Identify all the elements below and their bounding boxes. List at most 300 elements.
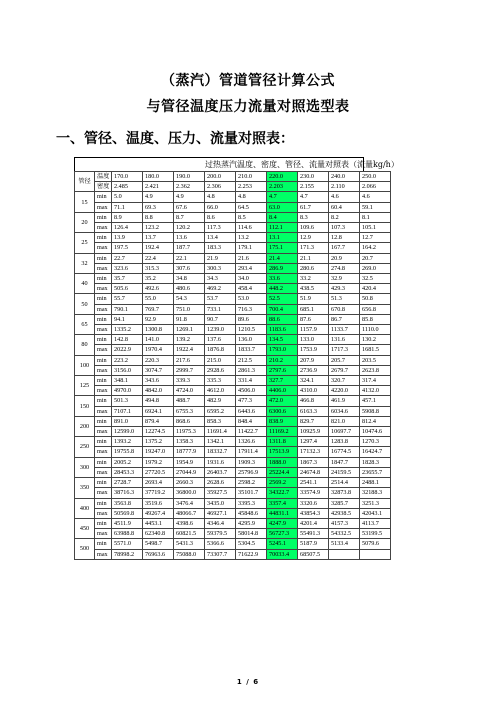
flow-cell: 1375.2 (143, 437, 174, 447)
flow-cell: 53199.5 (360, 529, 391, 539)
document-title-line-1: （蒸汽）管道管径计算公式 (161, 73, 335, 89)
flow-cell: 192.4 (143, 243, 174, 253)
temperature-cell: 180.0 (143, 172, 174, 182)
table-row-dn-125-max (75, 386, 391, 396)
flow-cell: 733.1 (205, 304, 236, 314)
flow-cell: 16424.7 (360, 447, 391, 457)
flow-cell: 4.9 (143, 192, 174, 202)
flow-cell: 4.7 (298, 192, 329, 202)
flow-cell: 63.0 (267, 202, 298, 212)
flow-cell: 879.4 (143, 416, 174, 426)
flow-cell: 66.0 (205, 202, 236, 212)
flow-cell: 5571.0 (112, 539, 143, 549)
flow-cell: 42938.5 (329, 508, 360, 518)
flow-cell: 27720.5 (143, 467, 174, 477)
density-cell: 2.110 (329, 182, 360, 192)
flow-cell: 210.2 (267, 355, 298, 365)
flow-cell: 17911.4 (236, 447, 267, 457)
flow-cell: 48066.7 (174, 508, 205, 518)
flow-cell: 1979.2 (143, 457, 174, 467)
flow-cell: 53.0 (236, 294, 267, 304)
table-row-dn-150-max (75, 406, 391, 416)
pipe-size-cell: 15 (75, 192, 95, 212)
flow-cell: 4398.6 (174, 518, 205, 528)
flow-cell: 300.3 (205, 263, 236, 273)
flow-cell: 17132.3 (298, 447, 329, 457)
flow-cell: 700.4 (267, 304, 298, 314)
flow-cell: 33.2 (298, 274, 329, 284)
row-type-label: max (95, 406, 112, 416)
flow-cell: 62340.8 (143, 529, 174, 539)
flow-cell: 22.1 (174, 253, 205, 263)
table-row-dn-15-min (75, 192, 391, 202)
row-type-label: max (95, 488, 112, 498)
flow-cell: 36800.0 (174, 488, 205, 498)
flow-cell: 1300.8 (143, 325, 174, 335)
temperature-cell: 210.0 (236, 172, 267, 182)
flow-cell: 12.8 (329, 233, 360, 243)
row-type-label: max (95, 365, 112, 375)
flow-cell: 112.1 (267, 223, 298, 233)
flow-cell: 78998.2 (112, 549, 143, 559)
flow-cell: 56727.3 (267, 529, 298, 539)
row-type-label: min (95, 498, 112, 508)
row-type-label: max (95, 263, 112, 273)
flow-cell: 1133.7 (329, 325, 360, 335)
pipe-size-cell: 350 (75, 478, 95, 498)
flow-cell: 8.5 (236, 212, 267, 222)
flow-cell: 812.4 (360, 416, 391, 426)
flow-cell: 73307.7 (205, 549, 236, 559)
flow-cell: 2541.1 (298, 478, 329, 488)
table-row-dn-32-min (75, 253, 391, 263)
flow-cell: 12.7 (360, 233, 391, 243)
flow-cell: 2679.7 (329, 365, 360, 375)
flow-cell: 2005.2 (112, 457, 143, 467)
flow-cell: 38716.3 (112, 488, 143, 498)
flow-cell: 11691.4 (205, 427, 236, 437)
flow-cell: 164.2 (360, 243, 391, 253)
flow-cell: 13.4 (205, 233, 236, 243)
temperature-cell: 200.0 (205, 172, 236, 182)
flow-cell: 44831.1 (267, 508, 298, 518)
flow-cell: 23655.7 (360, 467, 391, 477)
flow-cell: 6443.6 (236, 406, 267, 416)
flow-cell: 10474.6 (360, 427, 391, 437)
flow-cell: 3476.4 (174, 498, 205, 508)
flow-cell: 59.1 (360, 202, 391, 212)
flow-cell: 3563.8 (112, 498, 143, 508)
section-heading: 一、管径、温度、压力、流量对照表： (56, 131, 294, 147)
row-type-label: min (95, 518, 112, 528)
flow-cell: 469.2 (205, 284, 236, 294)
pipe-size-cell: 50 (75, 294, 95, 314)
row-type-label: min (95, 355, 112, 365)
flow-cell: 280.6 (298, 263, 329, 273)
flow-cell: 4.6 (360, 192, 391, 202)
flow-cell: 52.5 (267, 294, 298, 304)
flow-cell: 4220.0 (329, 386, 360, 396)
flow-cell: 85.8 (360, 314, 391, 324)
row-type-label: min (95, 314, 112, 324)
flow-cell: 76963.6 (143, 549, 174, 559)
flow-cell: 8.9 (112, 212, 143, 222)
flow-cell: 4346.4 (205, 518, 236, 528)
flow-cell: 27044.9 (174, 467, 205, 477)
pipe-size-cell: 500 (75, 539, 95, 559)
flow-cell: 20.9 (329, 253, 360, 263)
flow-cell: 1283.8 (329, 437, 360, 447)
flow-cell: 1847.7 (329, 457, 360, 467)
flow-cell: 26403.7 (205, 467, 236, 477)
flow-cell: 5133.4 (329, 539, 360, 549)
flow-cell: 21.1 (298, 253, 329, 263)
pipe-size-cell: 150 (75, 396, 95, 416)
flow-cell: 5079.6 (360, 539, 391, 549)
flow-cell: 32.5 (360, 274, 391, 284)
flow-cell: 13.6 (174, 233, 205, 243)
flow-cell: 317.4 (360, 376, 391, 386)
flow-cell: 19755.8 (112, 447, 143, 457)
flow-cell: 821.0 (329, 416, 360, 426)
row-type-label: max (95, 467, 112, 477)
row-type-label: max (95, 447, 112, 457)
flow-cell: 203.5 (360, 355, 391, 365)
flow-cell: 429.3 (329, 284, 360, 294)
flow-cell: 3156.0 (112, 365, 143, 375)
flow-cell: 13.1 (267, 233, 298, 243)
flow-cell: 1681.5 (360, 345, 391, 355)
flow-cell: 293.4 (236, 263, 267, 273)
table-row-dn-250-max (75, 447, 391, 457)
flow-cell: 134.5 (267, 335, 298, 345)
flow-cell: 4511.9 (112, 518, 143, 528)
flow-cell: 11422.7 (236, 427, 267, 437)
flow-cell: 4.8 (236, 192, 267, 202)
flow-cell: 480.6 (174, 284, 205, 294)
flow-cell: 33.6 (267, 274, 298, 284)
flow-cell: 6300.6 (267, 406, 298, 416)
flow-cell: 50569.8 (112, 508, 143, 518)
flow-cell: 34322.7 (267, 488, 298, 498)
flow-cell: 3320.6 (298, 498, 329, 508)
temperature-label: 温度 (95, 172, 112, 182)
flow-cell: 1867.3 (298, 457, 329, 467)
flow-cell: 87.6 (298, 314, 329, 324)
flow-cell: 320.7 (329, 376, 360, 386)
flow-cell: 4506.0 (236, 386, 267, 396)
flow-cell: 656.8 (360, 304, 391, 314)
flow-cell: 1210.5 (236, 325, 267, 335)
flow-cell: 324.1 (298, 376, 329, 386)
flow-cell: 17513.9 (267, 447, 298, 457)
flow-cell: 5.0 (112, 192, 143, 202)
flow-cell: 16774.5 (329, 447, 360, 457)
flow-cell: 58014.8 (236, 529, 267, 539)
flow-cell: 42043.1 (360, 508, 391, 518)
flow-cell: 1393.2 (112, 437, 143, 447)
flow-cell: 1888.0 (267, 457, 298, 467)
flow-cell: 68507.5 (298, 549, 329, 559)
flow-cell: 10925.9 (298, 427, 329, 437)
row-type-label: min (95, 335, 112, 345)
flow-cell: 8.1 (360, 212, 391, 222)
flow-cell: 28453.3 (112, 467, 143, 477)
table-caption-box (74, 157, 399, 171)
pipe-size-cell: 450 (75, 518, 95, 538)
flow-cell: 46927.1 (205, 508, 236, 518)
flow-cell: 43854.3 (298, 508, 329, 518)
row-type-label: max (95, 223, 112, 233)
flow-cell: 2598.2 (236, 478, 267, 488)
flow-cell: 92.9 (143, 314, 174, 324)
flow-cell: 61.7 (298, 202, 329, 212)
temperature-cell: 250.0 (360, 172, 391, 182)
flow-cell: 6595.2 (205, 406, 236, 416)
flow-cell: 1270.3 (360, 437, 391, 447)
flow-cell: 3435.0 (205, 498, 236, 508)
flow-cell: 8.3 (298, 212, 329, 222)
flow-cell: 136.0 (236, 335, 267, 345)
flow-cell: 89.6 (236, 314, 267, 324)
flow-cell: 2488.1 (360, 478, 391, 488)
table-row-dn-25-max (75, 243, 391, 253)
row-type-label: max (95, 529, 112, 539)
flow-cell: 438.5 (298, 284, 329, 294)
row-type-label: min (95, 376, 112, 386)
row-type-label: min (95, 539, 112, 549)
flow-cell: 22.4 (143, 253, 174, 263)
flow-cell: 179.1 (236, 243, 267, 253)
flow-cell: 2022.9 (112, 345, 143, 355)
flow-cell: 32.9 (329, 274, 360, 284)
row-type-label: max (95, 284, 112, 294)
row-type-label: min (95, 478, 112, 488)
flow-cell: 109.6 (298, 223, 329, 233)
flow-cell: 5431.3 (174, 539, 205, 549)
flow-cell: 466.8 (298, 396, 329, 406)
flow-cell: 86.7 (329, 314, 360, 324)
row-type-label: min (95, 457, 112, 467)
flow-cell: 34.0 (236, 274, 267, 284)
table-row-dn-200-max (75, 427, 391, 437)
flow-cell: 6034.6 (329, 406, 360, 416)
table-row-dn-150-min (75, 396, 391, 406)
flow-cell: 5245.1 (267, 539, 298, 549)
flow-cell: 331.4 (236, 376, 267, 386)
flow-cell: 59379.5 (205, 529, 236, 539)
flow-cell: 1297.4 (298, 437, 329, 447)
flow-cell: 488.7 (174, 396, 205, 406)
pipe-size-cell: 32 (75, 253, 95, 273)
flow-cell: 1828.3 (360, 457, 391, 467)
flow-cell: 63988.8 (112, 529, 143, 539)
row-type-label: min (95, 437, 112, 447)
flow-cell: 1239.0 (205, 325, 236, 335)
flow-cell: 139.2 (174, 335, 205, 345)
flow-cell: 8.2 (329, 212, 360, 222)
row-type-label: min (95, 274, 112, 284)
pipe-size-cell: 65 (75, 314, 95, 334)
flow-cell: 838.9 (267, 416, 298, 426)
table-row-dn-500-max (75, 549, 391, 559)
flow-cell: 217.6 (174, 355, 205, 365)
flow-cell: 4970.0 (112, 386, 143, 396)
density-cell: 2.253 (236, 182, 267, 192)
table-row-dn-400-max (75, 508, 391, 518)
flow-cell: 1183.6 (267, 325, 298, 335)
flow-cell: 175.1 (267, 243, 298, 253)
flow-cell: 55.7 (112, 294, 143, 304)
flow-cell: 88.6 (267, 314, 298, 324)
flow-cell: 3357.4 (267, 498, 298, 508)
flow-cell: 8.6 (205, 212, 236, 222)
flow-cell: 4842.0 (143, 386, 174, 396)
flow-cell: 69.3 (143, 202, 174, 212)
flow-cell: 4157.3 (329, 518, 360, 528)
flow-cell: 2928.6 (205, 365, 236, 375)
density-label: 密度 (95, 182, 112, 192)
flow-cell: 215.0 (205, 355, 236, 365)
flow-cell: 670.8 (329, 304, 360, 314)
flow-cell: 8.4 (267, 212, 298, 222)
row-type-label: min (95, 192, 112, 202)
flow-cell: 4612.0 (205, 386, 236, 396)
table-caption: 过热蒸汽温度、密度、管径、流量对照表（流量kg/h） (205, 160, 399, 169)
flow-cell: 60.4 (329, 202, 360, 212)
flow-cell: 130.2 (360, 335, 391, 345)
flow-cell: 24674.8 (298, 467, 329, 477)
flow-cell: 1326.6 (236, 437, 267, 447)
flow-cell: 126.4 (112, 223, 143, 233)
flow-cell: 4.8 (205, 192, 236, 202)
flow-cell: 685.1 (298, 304, 329, 314)
flow-cell: 4.7 (267, 192, 298, 202)
flow-cell: 55491.3 (298, 529, 329, 539)
pipe-size-cell: 100 (75, 355, 95, 375)
flow-cell: 75088.0 (174, 549, 205, 559)
flow-cell: 1110.0 (360, 325, 391, 335)
flow-cell: 5908.8 (360, 406, 391, 416)
flow-cell: 327.7 (267, 376, 298, 386)
row-type-label: min (95, 294, 112, 304)
flow-cell: 1876.8 (205, 345, 236, 355)
flow-cell: 13.2 (236, 233, 267, 243)
flow-cell: 2999.7 (174, 365, 205, 375)
flow-cell: 1954.9 (174, 457, 205, 467)
flow-cell: 751.0 (174, 304, 205, 314)
flow-cell: 5498.7 (143, 539, 174, 549)
table-row-dn-80-max (75, 345, 391, 355)
flow-cell: 35101.7 (236, 488, 267, 498)
flow-cell: 335.3 (205, 376, 236, 386)
flow-cell: 339.3 (174, 376, 205, 386)
table-row-dn-25-min (75, 233, 391, 243)
flow-cell: 307.6 (174, 263, 205, 273)
flow-cell: 5187.9 (298, 539, 329, 549)
row-type-label: max (95, 549, 112, 559)
flow-cell: 3074.7 (143, 365, 174, 375)
flow-cell: 6755.3 (174, 406, 205, 416)
flow-cell: 55.0 (143, 294, 174, 304)
flow-cell: 71.1 (112, 202, 143, 212)
row-type-label: min (95, 416, 112, 426)
flow-cell: 91.8 (174, 314, 205, 324)
flow-cell: 2628.6 (205, 478, 236, 488)
flow-cell: 7107.1 (112, 406, 143, 416)
flow-cell: 90.7 (205, 314, 236, 324)
flow-cell: 4.6 (329, 192, 360, 202)
flow-cell: 4247.9 (267, 518, 298, 528)
flow-cell: 3251.3 (360, 498, 391, 508)
flow-cell: 494.8 (143, 396, 174, 406)
flow-cell: 477.3 (236, 396, 267, 406)
flow-cell: 1931.6 (205, 457, 236, 467)
flow-cell: 858.3 (205, 416, 236, 426)
table-row-dn-300-min (75, 457, 391, 467)
flow-cell: 114.6 (236, 223, 267, 233)
density-cell: 2.362 (174, 182, 205, 192)
row-type-label: max (95, 386, 112, 396)
flow-cell: 51.9 (298, 294, 329, 304)
flow-cell: 8.7 (174, 212, 205, 222)
flow-cell: 1753.9 (298, 345, 329, 355)
flow-cell: 53.7 (205, 294, 236, 304)
flow-cell: 868.6 (174, 416, 205, 426)
flow-cell: 141.0 (143, 335, 174, 345)
flow-cell: 6924.1 (143, 406, 174, 416)
flow-cell: 2693.4 (143, 478, 174, 488)
flow-cell: 105.1 (360, 223, 391, 233)
row-type-label: min (95, 253, 112, 263)
table-row-dn-200-min (75, 416, 391, 426)
flow-cell: 274.8 (329, 263, 360, 273)
flow-cell: 60821.5 (174, 529, 205, 539)
table-row-dn-300-max (75, 467, 391, 477)
table-row-dn-15-max (75, 202, 391, 212)
flow-cell: 13.9 (112, 233, 143, 243)
flow-cell: 71622.9 (236, 549, 267, 559)
table-row-dn-32-max (75, 263, 391, 273)
pipe-size-cell: 25 (75, 233, 95, 253)
flow-cell: 472.0 (267, 396, 298, 406)
temperature-cell: 230.0 (298, 172, 329, 182)
flow-cell (360, 549, 391, 559)
flow-cell (329, 549, 360, 559)
table-row-dn-100-max (75, 365, 391, 375)
flow-cell: 2660.3 (174, 478, 205, 488)
flow-cell: 1157.9 (298, 325, 329, 335)
temperature-cell: 220.0 (267, 172, 298, 182)
flow-cell: 716.3 (236, 304, 267, 314)
flow-cell: 187.7 (174, 243, 205, 253)
table-row-dn-350-max (75, 488, 391, 498)
flow-cell: 34.3 (205, 274, 236, 284)
flow-cell: 183.3 (205, 243, 236, 253)
flow-cell: 4113.7 (360, 518, 391, 528)
flow-cell: 33574.9 (298, 488, 329, 498)
flow-cell: 2797.6 (267, 365, 298, 375)
flow-cell: 4295.9 (236, 518, 267, 528)
flow-cell: 21.6 (236, 253, 267, 263)
flow-cell: 4201.4 (298, 518, 329, 528)
pipe-size-cell: 40 (75, 274, 95, 294)
temperature-row (75, 172, 391, 182)
flow-cell: 12.9 (298, 233, 329, 243)
flow-cell: 501.3 (112, 396, 143, 406)
flow-cell: 21.9 (205, 253, 236, 263)
flow-cell: 167.7 (329, 243, 360, 253)
